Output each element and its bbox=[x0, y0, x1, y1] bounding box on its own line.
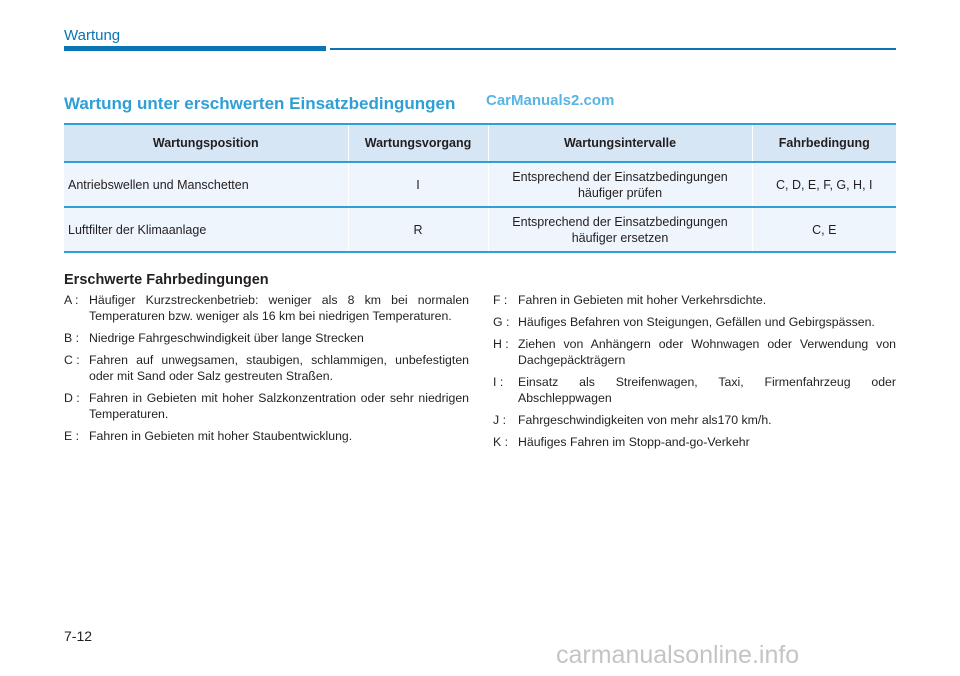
condition-code: F : bbox=[493, 293, 508, 307]
condition-text: Fahren auf unwegsamen, staubigen, schlammigen, unbefestigten oder mit Sand oder Salz gestreuten Straßen. bbox=[89, 353, 469, 383]
condition-text: Niedrige Fahrgeschwindigkeit über lange Strecken bbox=[89, 331, 364, 345]
condition-code: G : bbox=[493, 315, 510, 329]
list-item bbox=[493, 314, 896, 330]
condition-text: Häufiger Kurzstreckenbetrieb: weniger als 8 km bei normalen Temperaturen bzw. weniger als 16 km bei niedrigen Temperaturen. bbox=[89, 293, 469, 323]
table-header-cell: Wartungsintervalle bbox=[488, 124, 752, 162]
table-cell-intervall bbox=[488, 162, 752, 207]
conditions-title: Erschwerte Fahrbedingungen bbox=[64, 272, 269, 288]
page-number: 7-12 bbox=[64, 628, 93, 644]
intervall-line: häufiger ersetzen bbox=[571, 230, 669, 245]
condition-text: Fahren in Gebieten mit hoher Salzkonzentration oder sehr niedrigen Temperaturen. bbox=[89, 391, 469, 421]
condition-text: Fahrgeschwindigkeiten von mehr als170 km/h. bbox=[518, 413, 772, 427]
table-cell-position: Luftfilter der Klimaanlage bbox=[64, 207, 348, 252]
condition-code: D : bbox=[64, 391, 80, 405]
list-item bbox=[64, 330, 469, 346]
condition-code: E : bbox=[64, 429, 80, 443]
intervall-line: Entsprechend der Einsatzbedingungen bbox=[512, 169, 728, 184]
list-item bbox=[493, 412, 896, 428]
table-cell-bedingung: C, E bbox=[752, 207, 896, 252]
intervall-line: häufiger prüfen bbox=[577, 185, 663, 200]
conditions-list-right bbox=[493, 292, 896, 456]
watermark-bottom: carmanualsonline.info bbox=[556, 641, 800, 669]
list-item bbox=[493, 336, 896, 368]
condition-text: Ziehen von Anhängern oder Wohnwagen oder Verwendung von Dachgepäckträgern bbox=[518, 337, 896, 367]
header-bar-thick bbox=[64, 46, 326, 51]
list-item bbox=[493, 434, 896, 450]
condition-code: I : bbox=[493, 375, 504, 389]
table-row bbox=[64, 207, 896, 252]
conditions-list-left bbox=[64, 292, 469, 450]
list-item bbox=[64, 292, 469, 324]
table-header-row bbox=[64, 124, 896, 162]
page-title: Wartung unter erschwerten Einsatzbedingungen bbox=[64, 94, 456, 113]
table-cell-bedingung: C, D, E, F, G, H, I bbox=[752, 162, 896, 207]
watermark-top: CarManuals2.com bbox=[486, 92, 615, 109]
condition-code: K : bbox=[493, 435, 509, 449]
condition-code: A : bbox=[64, 293, 79, 307]
table-cell-vorgang: I bbox=[348, 162, 488, 207]
condition-code: B : bbox=[64, 331, 80, 345]
table-row bbox=[64, 162, 896, 207]
list-item bbox=[493, 374, 896, 406]
condition-text: Fahren in Gebieten mit hoher Staubentwicklung. bbox=[89, 429, 353, 443]
condition-text: Häufiges Fahren im Stopp-and-go-Verkehr bbox=[518, 435, 750, 449]
list-item bbox=[64, 352, 469, 384]
table-header-cell: Wartungsvorgang bbox=[348, 124, 488, 162]
table-header-cell: Wartungsposition bbox=[64, 124, 348, 162]
list-item bbox=[64, 428, 469, 444]
list-item bbox=[493, 292, 896, 308]
list-item bbox=[64, 390, 469, 422]
condition-code: J : bbox=[493, 413, 506, 427]
table-cell-intervall bbox=[488, 207, 752, 252]
table-cell-position: Antriebswellen und Manschetten bbox=[64, 162, 348, 207]
condition-code: C : bbox=[64, 353, 80, 367]
section-label: Wartung bbox=[64, 27, 121, 44]
table-cell-vorgang: R bbox=[348, 207, 488, 252]
condition-text: Häufiges Befahren von Steigungen, Gefällen und Gebirgspässen. bbox=[518, 315, 875, 329]
condition-code: H : bbox=[493, 337, 509, 351]
condition-text: Fahren in Gebieten mit hoher Verkehrsdichte. bbox=[518, 293, 767, 307]
intervall-line: Entsprechend der Einsatzbedingungen bbox=[512, 214, 728, 229]
condition-text: Einsatz als Streifenwagen, Taxi, Firmenfahrzeug oder Abschleppwagen bbox=[518, 375, 896, 405]
header-bar-thin bbox=[330, 48, 896, 50]
maintenance-table bbox=[64, 123, 896, 253]
table-header-cell: Fahrbedingung bbox=[752, 124, 896, 162]
